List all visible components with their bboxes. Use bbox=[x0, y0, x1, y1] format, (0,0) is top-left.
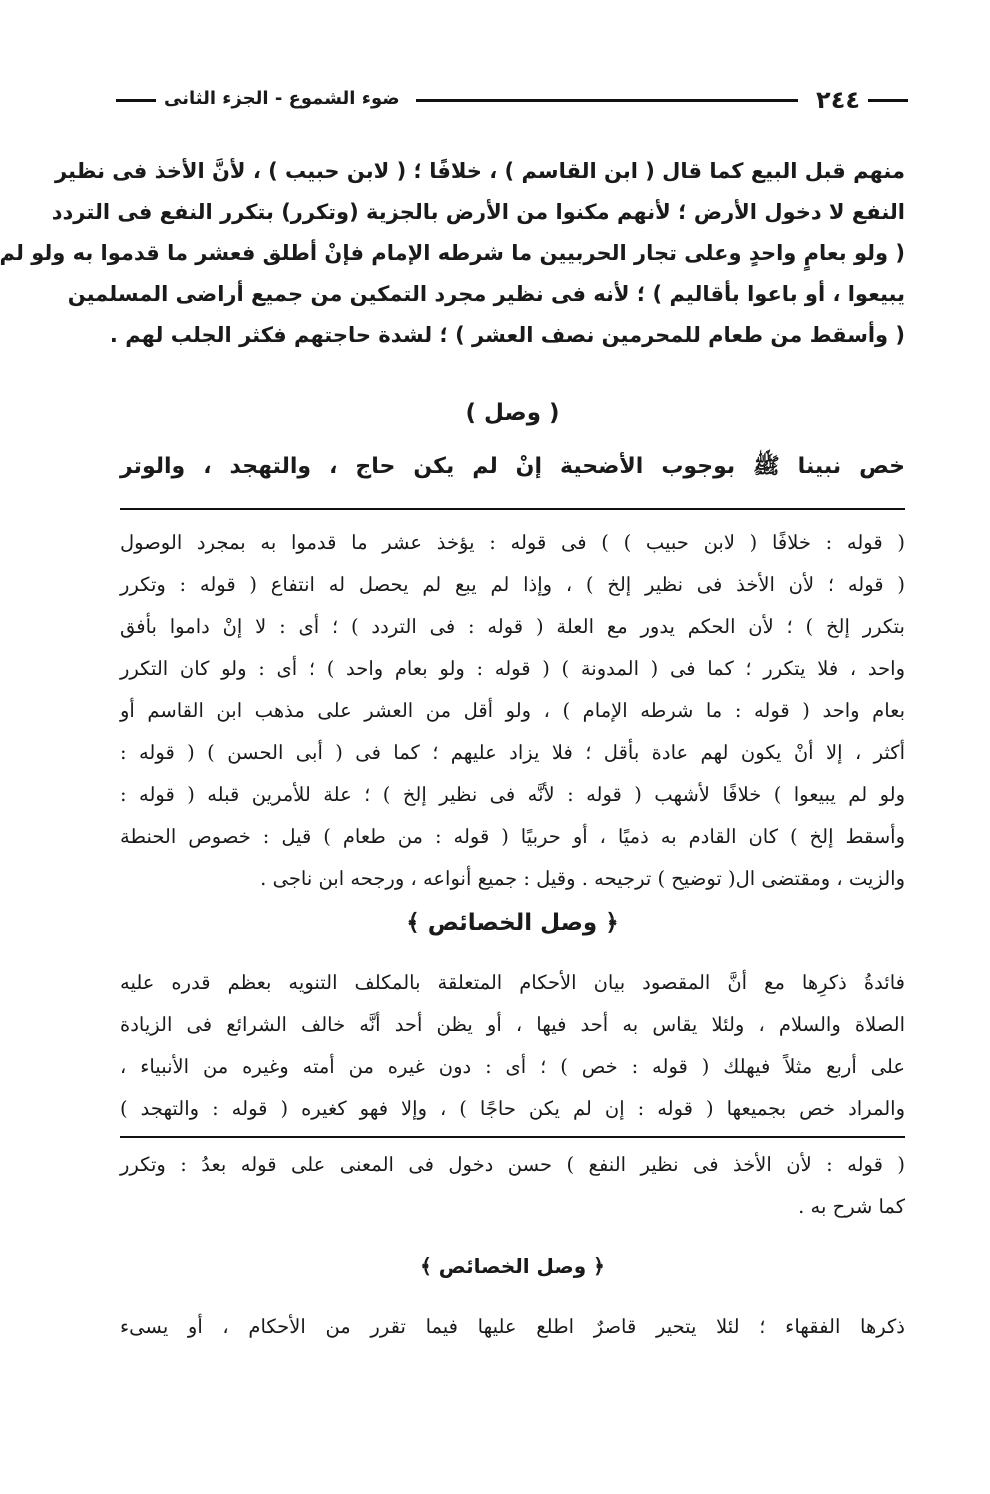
header-dash-right bbox=[868, 99, 908, 102]
matn-line: ( وأسقط من طعام للمحرمين نصف العشر ) ؛ لشدة حاجتهم فكثر الجلب لهم . bbox=[109, 323, 905, 347]
khasais-line: الصلاة والسلام ، ولئلا يقاس به أحد فيها ، أو يظن أحد أنَّه خالف الشرائع فى الزيادة bbox=[120, 1013, 905, 1036]
running-title: ضوء الشموع - الجزء الثانى bbox=[164, 88, 400, 109]
matn-line: ( ولو بعامٍ واحدٍ وعلى تجار الحربيين ما شرطه الإمام فإنْ أطلق فعشر ما قدموا به ولو لم bbox=[0, 241, 905, 265]
matn-divider bbox=[120, 508, 905, 510]
header-rule bbox=[416, 99, 798, 102]
section-title: ( وصل ) bbox=[465, 400, 560, 426]
lower-line: ( قوله : لأن الأخذ فى نظير النفع ) حسن دخول فى المعنى على قوله بعدُ : وتكرر bbox=[120, 1153, 905, 1176]
matn-line: منهم قبل البيع كما قال ( ابن القاسم ) ، خلافًا ؛ ( لابن حبيب ) ، لأنَّ الأخذ فى نظير bbox=[54, 159, 905, 183]
lower-line: كما شرح به . bbox=[798, 1195, 905, 1218]
hashiya-line: ( قوله : خلافًا ( لابن حبيب ) ) فى قوله : يؤخذ عشر ما قدموا به بمجرد الوصول bbox=[120, 531, 905, 554]
matn-line: يبيعوا ، أو باعوا بأقاليم ) ؛ لأنه فى نظير مجرد التمكين من جميع أراضى المسلمين bbox=[67, 282, 905, 306]
khasais-line: فائدةُ ذكرِها مع أنَّ المقصود بيان الأحكام المتعلقة بالمكلف التنويه بعظم قدره عليه bbox=[120, 971, 905, 994]
hashiya-line: ( قوله ؛ لأن الأخذ فى نظير إلخ ) ، وإذا لم يبع لم يحصل له انتفاع ( قوله : وتكرر bbox=[120, 573, 905, 596]
hashiya-line: بتكرر إلخ ) ؛ لأن الحكم يدور مع العلة ( قوله : فى التردد ) ؛ أى : لا إنْ داموا بأفق bbox=[120, 615, 905, 638]
page-number: ٢٤٤ bbox=[816, 86, 860, 114]
footnote-divider bbox=[120, 1136, 905, 1138]
lower-title: ﴿ وصل الخصائص ﴾ bbox=[420, 1254, 605, 1278]
header-dash-left bbox=[116, 99, 156, 102]
hashiya-line: والزيت ، ومقتضى ال( توضيح ) ترجيحه . وقيل : جميع أنواعه ، ورجحه ابن ناجى . bbox=[260, 867, 905, 890]
section-line: خص نبينا ﷺ بوجوب الأضحية إنْ لم يكن حاج ، والتهجد ، والوتر bbox=[120, 454, 905, 479]
hashiya-line: بعام واحد ( قوله : ما شرطه الإمام ) ، ولو أقل من العشر على مذهب ابن القاسم أو bbox=[120, 699, 905, 722]
khasais-line: والمراد خص بجميعها ( قوله : إن لم يكن حاجًا ) ، وإلا فهو كغيره ( قوله : والتهجد ) bbox=[120, 1097, 905, 1120]
final-line: ذكرها الفقهاء ؛ لئلا يتحير قاصرٌ اطلع عليها فيما تقرر من الأحكام ، أو يسىء bbox=[120, 1315, 905, 1338]
running-header bbox=[116, 84, 908, 120]
hashiya-line: واحد ، فلا يتكرر ؛ كما فى ( المدونة ) ( قوله : ولو بعام واحد ) ؛ أى : ولو كان التكرر bbox=[120, 657, 905, 680]
hashiya-line: وأسقط إلخ ) كان القادم به ذميًا ، أو حربيًا ( قوله : من طعام ) قيل : خصوص الحنطة bbox=[120, 825, 905, 848]
hashiya-line: أكثر ، إلا أنْ يكون لهم عادة بأقل ؛ فلا يزاد عليهم ؛ كما فى ( أبى الحسن ) ( قوله : bbox=[120, 741, 905, 764]
khasais-title: ﴿ وصل الخصائص ﴾ bbox=[406, 910, 619, 936]
khasais-line: على أربع مثلاً فيهلك ( قوله : خص ) ؛ أى : دون غيره من أمته وغيره من الأنبياء ، bbox=[120, 1055, 905, 1078]
matn-line: النفع لا دخول الأرض ؛ لأنهم مكنوا من الأرض بالجزية (وتكرر) بتكرر النفع فى التردد bbox=[51, 200, 905, 224]
hashiya-line: ولو لم يبيعوا ) خلافًا لأشهب ( قوله : لأنَّه فى نظير إلخ ) ؛ علة للأمرين قبله ( قوله : bbox=[120, 783, 905, 806]
